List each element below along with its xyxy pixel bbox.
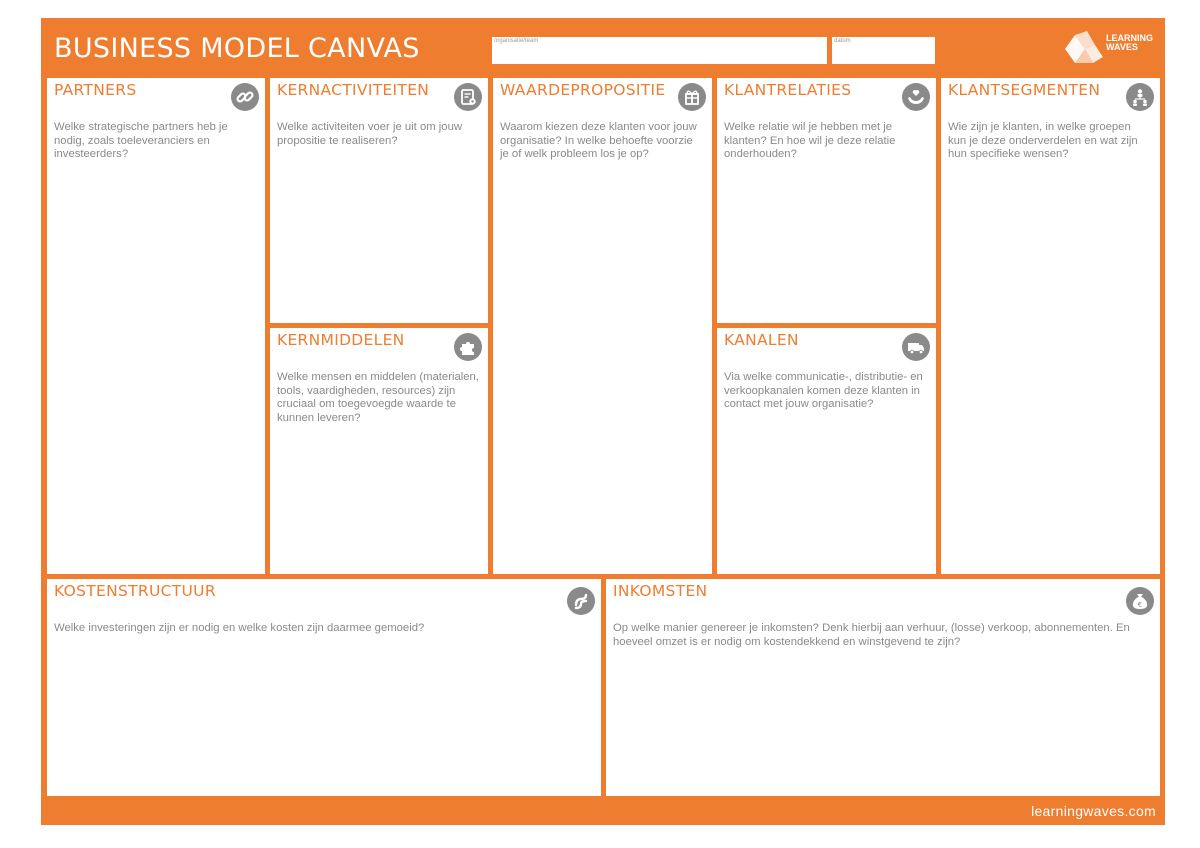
hands-heart-icon — [902, 83, 930, 111]
cost-curve-icon — [567, 587, 595, 615]
block-question: Welke relatie wil je hebben met je klanten? En hoe wil je deze relatie onderhouden? — [724, 121, 896, 160]
block-question: Welke activiteiten voer je uit om jouw propositie te realiseren? — [277, 121, 463, 147]
block-question: Welke strategische partners heb je nodig, zoals toeleveranciers en investeerders? — [54, 121, 228, 160]
puzzle-icon — [454, 333, 482, 361]
block-question: Welke mensen en middelen (materialen, tools, vaardigheden, resources) zijn cruciaal om toegevoegde waarde te kunnen leveren? — [277, 371, 479, 424]
block-title: KERNACTIVITEITEN — [277, 81, 430, 99]
people-hierarchy-icon — [1126, 83, 1154, 111]
block-waardepropositie[interactable] — [493, 78, 712, 574]
footer-url[interactable]: learningwaves.com — [1031, 803, 1156, 819]
date-field-label: datum — [834, 38, 851, 44]
svg-text:€: € — [1137, 601, 1143, 609]
truck-icon — [902, 333, 930, 361]
link-icon — [231, 83, 259, 111]
block-title: KERNMIDDELEN — [277, 331, 405, 349]
block-title: INKOMSTEN — [613, 582, 708, 600]
logo-wordmark — [1106, 34, 1153, 52]
date-field[interactable] — [832, 37, 935, 64]
block-title: KOSTENSTRUCTUUR — [54, 582, 216, 600]
block-question: Op welke manier genereer je inkomsten? Denk hierbij aan verhuur, (losse) verkoop, abonnementen. En hoeveel omzet is er nodig om kostendekkend en winstgevend te zijn? — [613, 622, 1130, 648]
logo-line-1: LEARNING — [1106, 33, 1153, 43]
block-question: Via welke communicatie-, distributie- en verkoopkanalen komen deze klanten in contact met jouw organisatie? — [724, 371, 923, 410]
block-klantsegmenten[interactable] — [941, 78, 1160, 574]
organisation-field-label: organisatie/team — [494, 38, 539, 44]
learning-waves-logo — [1063, 27, 1155, 69]
block-klantrelaties[interactable] — [717, 78, 936, 323]
block-title: PARTNERS — [54, 81, 137, 99]
block-title: KLANTSEGMENTEN — [948, 81, 1101, 99]
block-title: KLANTRELATIES — [724, 81, 852, 99]
business-model-canvas — [41, 18, 1165, 825]
block-kanalen[interactable] — [717, 328, 936, 574]
organisation-field[interactable] — [492, 37, 827, 64]
logo-line-2: WAVES — [1106, 42, 1138, 52]
block-kernmiddelen[interactable] — [270, 328, 488, 574]
block-question: Wie zijn je klanten, in welke groepen kun je deze onderverdelen en wat zijn hun specifieke wensen? — [948, 121, 1138, 160]
block-partners[interactable] — [47, 78, 265, 574]
block-question: Waarom kiezen deze klanten voor jouw organisatie? In welke behoefte voorzie je of welk probleem los je op? — [500, 121, 697, 160]
block-title: WAARDEPROPOSITIE — [500, 81, 666, 99]
block-kernactiviteiten[interactable] — [270, 78, 488, 323]
block-question: Welke investeringen zijn er nodig en welke kosten zijn daarmee gemoeid? — [54, 622, 425, 634]
block-title: KANALEN — [724, 331, 799, 349]
gift-icon — [678, 83, 706, 111]
clipboard-gear-icon — [454, 83, 482, 111]
block-inkomsten[interactable] — [606, 579, 1160, 796]
money-bag-euro-icon — [1126, 587, 1154, 615]
page-title: BUSINESS MODEL CANVAS — [54, 33, 420, 64]
block-kostenstructuur[interactable] — [47, 579, 601, 796]
